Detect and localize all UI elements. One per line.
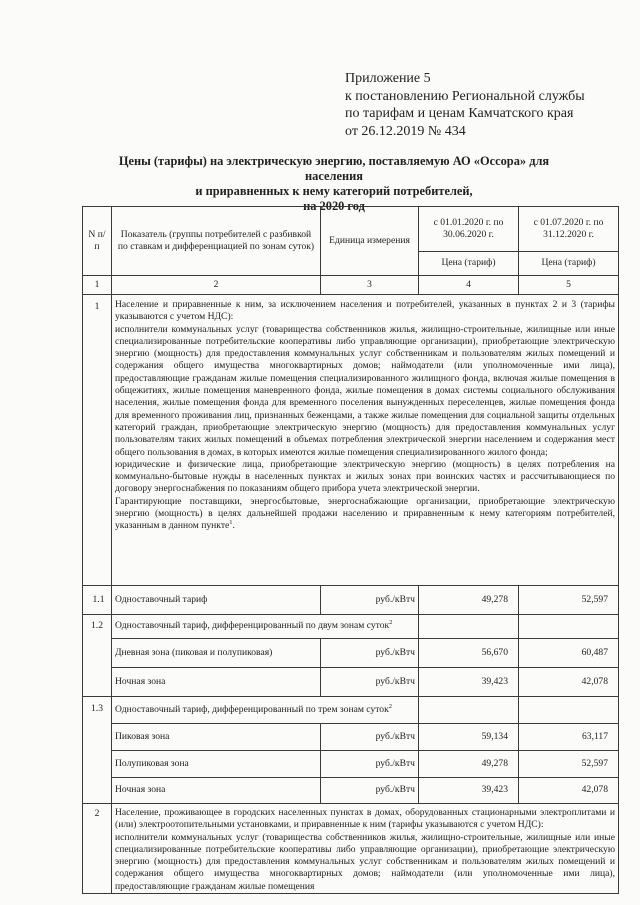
row-1-2-day-unit: руб./кВтч (321, 639, 419, 668)
appendix-reference (345, 70, 585, 140)
header-price-1: Цена (тариф) (419, 252, 519, 276)
row-1-1-label: Одноставочный тариф (112, 586, 321, 615)
row-1-2-day-value-1: 56,670 (419, 639, 519, 668)
section-1-paragraph-1: Население и приравненные к ним, за исключением населения и потребителей, указанных в пунктах 2 и 3 (тарифы указываются с учетом НДС): (115, 299, 615, 323)
section-2-description (112, 804, 619, 894)
section-1-paragraph-3: юридические и физические лица, приобретающие электрическую энергию (мощность) в целях потребления на коммунально-бытовые нужды в населенных пунктах и жилых зонах при воинских частях и рассчитывающиеся по договору энергоснабжения по показаниям общего прибора учета электрической энергии. (115, 458, 615, 495)
header-period-1: с 01.01.2020 г. по 30.06.2020 г. (419, 207, 519, 252)
footnote-marker-2a: 2 (389, 619, 393, 627)
section-1-number: 1 (83, 295, 112, 586)
row-1-1-value-1: 49,278 (419, 586, 519, 615)
header-unit: Единица измерения (321, 207, 419, 276)
row-1-1 (83, 586, 619, 615)
col-number-4: 4 (419, 276, 519, 295)
column-numbering-row (83, 276, 619, 295)
row-1-2-night (83, 668, 619, 697)
row-1-2-day-label: Дневная зона (пиковая и полупиковая) (112, 639, 321, 668)
section-2-number: 2 (83, 804, 112, 894)
row-1-3-night-label: Ночная зона (112, 778, 321, 804)
row-1-3-half-peak-unit: руб./кВтч (321, 751, 419, 778)
row-1-3-number: 1.3 (83, 697, 112, 804)
header-price-2: Цена (тариф) (519, 252, 619, 276)
appendix-line-1: Приложение 5 (345, 71, 431, 86)
row-1-2-night-label: Ночная зона (112, 668, 321, 697)
row-1-2-night-value-2: 42,078 (519, 668, 619, 697)
row-1-2-label: Одноставочный тариф, дифференцированный по двум зонам суток (115, 620, 390, 632)
row-1-3-night-unit: руб./кВтч (321, 778, 419, 804)
section-2-paragraph-2: исполнители коммунальных услуг (товарищества собственников жилья, жилищно-строительные, жилищные или иные специализированные потребительские кооперативы либо управляющие организации), приобретающие электрическую энергию (мощность) для предоставления коммунальных услуг собственникам и пользователям жилых помещений и содержания общего имущества многоквартирных домов; наймодатели (или уполномоченные ими лица), предоставляющие гражданам жилые помещения (115, 831, 615, 892)
row-1-3-peak-unit: руб./кВтч (321, 724, 419, 751)
row-1-3-half-peak (83, 751, 619, 778)
row-1-2 (83, 615, 619, 639)
section-1-paragraph-4 (115, 496, 615, 533)
footnote-marker-2b: 2 (388, 702, 393, 710)
row-1-1-number: 1.1 (83, 586, 112, 615)
document-title (92, 154, 576, 214)
section-1-paragraph-2: исполнители коммунальных услуг (товарищества собственников жилья, жилищно-строительные, жилищные или иные специализированные потребительские кооперативы либо управляющие организации), приобретающие электрическую энергию (мощность) для предоставления коммунальных услуг собственникам и пользователям жилых помещений и содержания общего имущества многоквартирных домов; наймодатели (или уполномоченные ими лица), предоставляющие гражданам жилые помещения специализированного жилищного фонда, включая жилые помещения в общежитиях, жилые помещения маневренного фонда, жилые помещения в домах системы социального обслуживания населения, жилые помещения фонда для временного поселения вынужденных переселенцев, жилые помещения фонда для временного проживания лиц, признанных беженцами, а также жилые помещения для социальной защиты отдельных категорий граждан, приобретающие электрическую энергию (мощность) для предоставления коммунальных услуг пользователям таких жилых помещений в объемах потребления электрической энергии населением и содержания мест общего пользования в домах, в которых имеются жилые помещения специализированного жилого фонда; (115, 323, 615, 458)
row-1-3-label-cell (112, 697, 419, 724)
row-1-3-peak-value-1: 59,134 (419, 724, 519, 751)
footnote-marker-1: 1 (229, 519, 233, 527)
tariff-table (82, 206, 619, 894)
row-1-2-night-unit: руб./кВтч (321, 668, 419, 697)
section-1-paragraph-4-text: Гарантирующие поставщики, энергосбытовые, энергоснабжающие организации, приобретающие электрическую энергию (мощность) в целях дальнейшей продажи населению и приравненным к нему категориям потребителей, указанным в данном пункте (115, 495, 615, 532)
row-1-3-empty-1 (419, 697, 519, 724)
row-1-3-night (83, 778, 619, 804)
row-1-3-half-peak-value-2: 52,597 (519, 751, 619, 778)
appendix-line-3: по тарифам и ценам Камчатского края (345, 106, 574, 121)
header-indicator: Показатель (группы потребителей с разбивкой по ставкам и дифференциацией по зонам суток) (112, 207, 321, 276)
header-period-2: с 01.07.2020 г. по 31.12.2020 г. (519, 207, 619, 252)
row-1-2-empty-2 (519, 615, 619, 639)
col-number-2: 2 (112, 276, 321, 295)
row-1-3-peak-value-2: 63,117 (519, 724, 619, 751)
row-1-3-half-peak-value-1: 49,278 (419, 751, 519, 778)
col-number-5: 5 (519, 276, 619, 295)
row-1-3-peak-label: Пиковая зона (112, 724, 321, 751)
row-1-2-night-value-1: 39,423 (419, 668, 519, 697)
row-1-2-empty-1 (419, 615, 519, 639)
col-number-3: 3 (321, 276, 419, 295)
row-1-3-label: Одноставочный тариф, дифференцированный по трем зонам суток (115, 703, 389, 715)
row-1-3-night-value-2: 42,078 (519, 778, 619, 804)
header-row (83, 207, 619, 252)
row-1-3-half-peak-label: Полупиковая зона (112, 751, 321, 778)
row-1-3-night-value-1: 39,423 (419, 778, 519, 804)
appendix-line-4: от 26.12.2019 № 434 (345, 123, 466, 139)
section-1-row (83, 295, 619, 586)
row-1-2-number: 1.2 (83, 615, 112, 697)
section-1-paragraph-4-end: . (232, 520, 235, 532)
row-1-1-unit: руб./кВтч (321, 586, 419, 615)
section-2-row (83, 804, 619, 894)
header-n: N п/п (83, 207, 112, 276)
row-1-2-day (83, 639, 619, 668)
row-1-3-empty-2 (519, 697, 619, 724)
col-number-1: 1 (83, 276, 112, 295)
appendix-line-2: к постановлению Региональной службы (345, 88, 585, 104)
row-1-2-label-cell (112, 615, 419, 639)
row-1-3 (83, 697, 619, 724)
row-1-3-peak (83, 724, 619, 751)
section-2-paragraph-1: Население, проживающее в городских населенных пунктах в домах, оборудованных стационарными электроплитами и (или) электроотопительными установками, и приравненные к ним (тарифы указываются с учетом НДС): (115, 807, 615, 831)
row-1-2-day-value-2: 60,487 (519, 639, 619, 668)
section-1-description (112, 295, 619, 586)
title-line-3: на 2020 год (303, 199, 365, 213)
row-1-1-value-2: 52,597 (519, 586, 619, 615)
title-line-1: Цены (тарифы) на электрическую энергию, поставляемую АО «Оссора» для населения (118, 154, 550, 183)
title-line-2: и приравненных к нему категорий потребителей, (195, 184, 473, 198)
